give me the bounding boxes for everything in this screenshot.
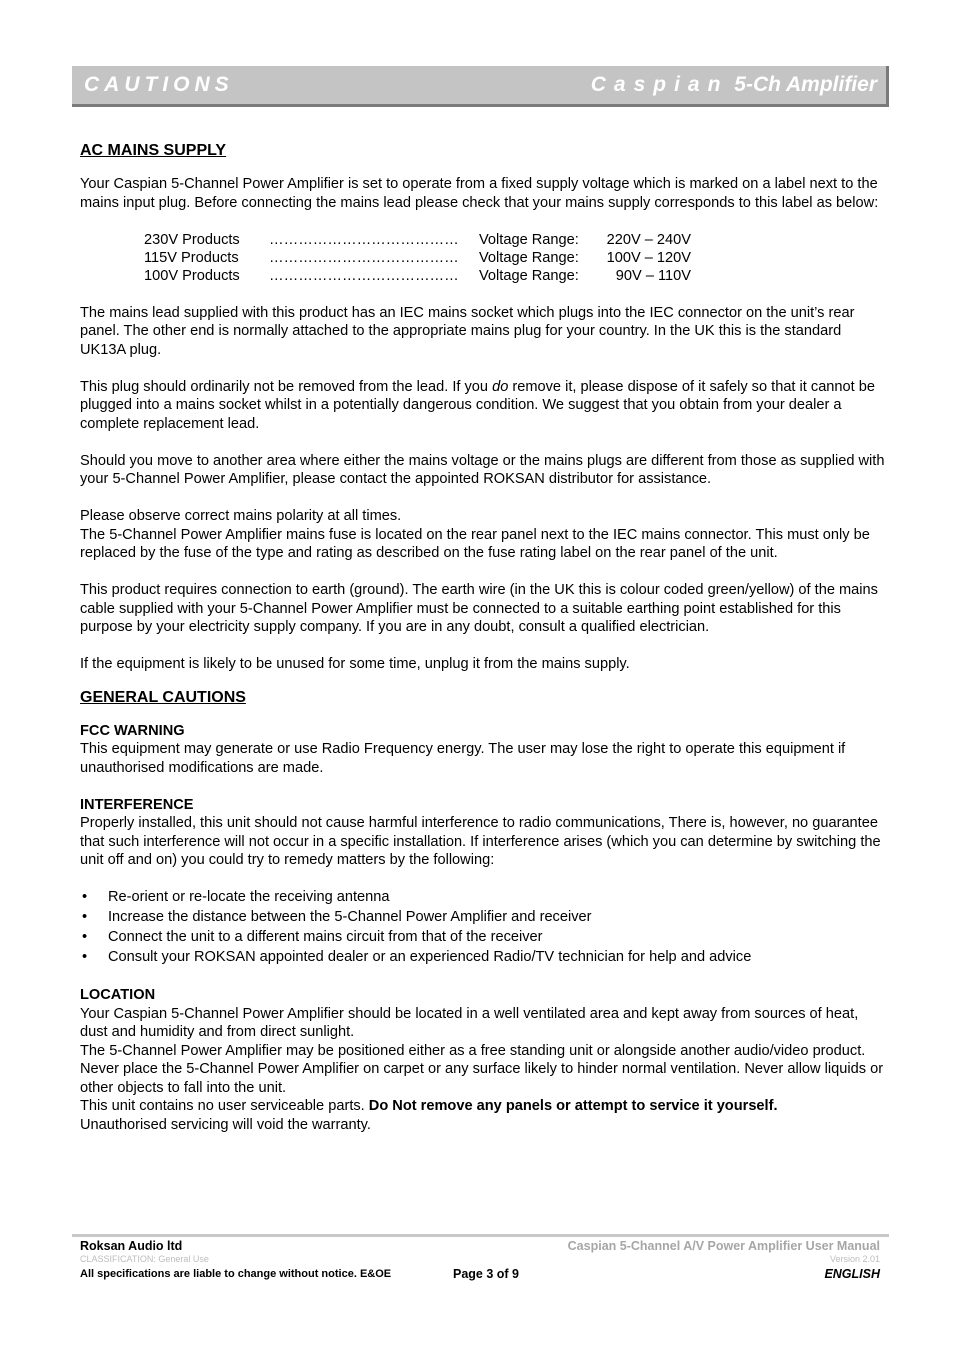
plug-text-b: remove it, please dispose of it safely so that it cannot be plugged into a mains socket whilst in a potentially dangerous condition. We suggest that you obtain from your dealer a complete replacement lead. xyxy=(80,378,875,432)
mains-unused-paragraph: If the equipment is likely to be unused for some time, unplug it from the mains supply. xyxy=(80,656,630,673)
heading-ac-mains-supply: AC MAINS SUPPLY xyxy=(80,142,227,159)
header-product-name: Caspian xyxy=(590,73,729,96)
list-item xyxy=(80,948,885,968)
table-cell-product: 115V Products xyxy=(144,249,239,266)
location-warning-bold: Do Not remove any panels or attempt to service it yourself. xyxy=(368,1098,778,1115)
mains-plug-paragraph xyxy=(80,378,885,434)
plug-text-emphasis: do xyxy=(492,378,509,395)
footer-language: ENGLISH xyxy=(824,1267,880,1281)
list-item xyxy=(80,908,885,928)
list-item xyxy=(80,888,885,908)
fcc-paragraph: This equipment may generate or use Radio Frequency energy. The user may lose the right to operate this equipment if unauthorised modifications are made. xyxy=(80,741,846,776)
header-bar xyxy=(72,66,889,107)
table-cell-product: 230V Products xyxy=(144,231,240,248)
table-cell-label: Voltage Range: xyxy=(479,268,579,285)
subheading-location: LOCATION xyxy=(80,987,156,1004)
footer-company: Roksan Audio ltd xyxy=(80,1239,183,1253)
table-row xyxy=(144,267,691,285)
table-cell-label: Voltage Range: xyxy=(479,231,579,248)
footer-page-number: Page 3 of 9 xyxy=(453,1267,519,1281)
voltage-table xyxy=(144,231,691,286)
bullet-icon: • xyxy=(82,948,88,965)
bullet-icon: • xyxy=(82,909,88,926)
mains-polarity-paragraph: Please observe correct mains polarity at all times. xyxy=(80,508,402,525)
table-cell-range: 220V – 240V xyxy=(606,231,691,248)
table-cell-range: 90V – 110V xyxy=(615,268,691,285)
list-item-text: Re-orient or re-locate the receiving antenna xyxy=(108,889,390,906)
location-paragraph-1: Your Caspian 5-Channel Power Amplifier should be located in a well ventilated area and kept away from sources of heat, dust and humidity and from direct sunlight. xyxy=(80,1005,859,1041)
table-cell-product: 100V Products xyxy=(144,268,240,285)
header-product-model: 5-Ch Amplifier xyxy=(734,73,877,96)
header-product-title xyxy=(591,73,877,97)
list-item-text: Connect the unit to a different mains circuit from that of the receiver xyxy=(108,928,543,945)
plug-text-a: This plug should ordinarily not be removed from the lead. If you xyxy=(80,378,493,395)
list-item xyxy=(80,928,885,948)
page-content xyxy=(80,140,885,1134)
heading-general-cautions: GENERAL CAUTIONS xyxy=(80,688,246,706)
bullet-icon: • xyxy=(82,889,88,906)
location-paragraph-2: The 5-Channel Power Amplifier may be positioned either as a free standing unit or alongside another audio/video product. Never place the 5-Channel Power Amplifier on carpet or any surface likely to hinder normal ventilation. Never allow liquids or other objects to fall into the unit. xyxy=(80,1042,884,1096)
list-item-text: Increase the distance between the 5-Channel Power Amplifier and receiver xyxy=(108,909,592,926)
mains-earth-paragraph: This product requires connection to earth (ground). The earth wire (in the UK this is colour coded green/yellow) of the mains cable supplied with your 5-Channel Power Amplifier must be connected to a suitable earthing point established for this purpose by your electricity supply company. If you are in any doubt, consult a qualified electrician. xyxy=(80,582,878,636)
location-paragraph-3 xyxy=(80,1097,885,1116)
bullet-icon: • xyxy=(82,928,88,945)
interference-paragraph: Properly installed, this unit should not cause harmful interference to radio communications, There is, however, no guarantee that such interference will not occur in a specific installation. If interference arises (which you can determine by switching the unit off and on) you could try to remedy matters by the following: xyxy=(80,815,881,869)
footer-divider xyxy=(72,1234,889,1237)
subheading-interference: INTERFERENCE xyxy=(80,796,194,813)
footer-manual-title: Caspian 5-Channel A/V Power Amplifier User Manual xyxy=(567,1239,880,1253)
table-cell-leader: ………………………………… xyxy=(269,249,459,266)
location-text: This unit contains no user serviceable parts. xyxy=(80,1098,369,1115)
footer-classification: CLASSIFICATION: General Use xyxy=(80,1254,209,1264)
header-section-title: CAUTIONS xyxy=(84,73,234,96)
table-row xyxy=(144,231,691,249)
mains-intro-paragraph: Your Caspian 5-Channel Power Amplifier is set to operate from a fixed supply voltage which is marked on a label next to the mains input plug. Before connecting the mains lead please check that your mains supply corresponds to this label as below: xyxy=(80,176,879,211)
footer-version: Version 2.01 xyxy=(829,1254,880,1264)
list-item-text: Consult your ROKSAN appointed dealer or an experienced Radio/TV technician for help and advice xyxy=(108,948,752,965)
table-cell-range: 100V – 120V xyxy=(606,249,691,266)
table-cell-label: Voltage Range: xyxy=(479,249,579,266)
mains-lead-paragraph: The mains lead supplied with this product has an IEC mains socket which plugs into the IEC connector on the unit’s rear panel. The other end is normally attached to the appropriate mains plug for your country. In the UK this is the standard UK13A plug. xyxy=(80,304,855,358)
mains-fuse-paragraph: The 5-Channel Power Amplifier mains fuse is located on the rear panel next to the IEC mains connector. This must only be replaced by the fuse of the type and rating as described on the fuse rating label on the rear panel of the unit. xyxy=(80,526,870,562)
subheading-fcc-warning: FCC WARNING xyxy=(80,722,185,739)
location-paragraph-4: Unauthorised servicing will void the warranty. xyxy=(80,1116,371,1133)
table-cell-leader: ………………………………… xyxy=(269,231,459,248)
footer-notice: All specifications are liable to change without notice. E&OE xyxy=(80,1268,392,1280)
table-row xyxy=(144,249,691,267)
interference-remedy-list xyxy=(80,888,885,967)
mains-move-paragraph: Should you move to another area where either the mains voltage or the mains plugs are different from those as supplied with your 5-Channel Power Amplifier, please contact the appointed ROKSAN distributor for assistance. xyxy=(80,452,885,488)
table-cell-leader: ………………………………… xyxy=(269,268,459,285)
